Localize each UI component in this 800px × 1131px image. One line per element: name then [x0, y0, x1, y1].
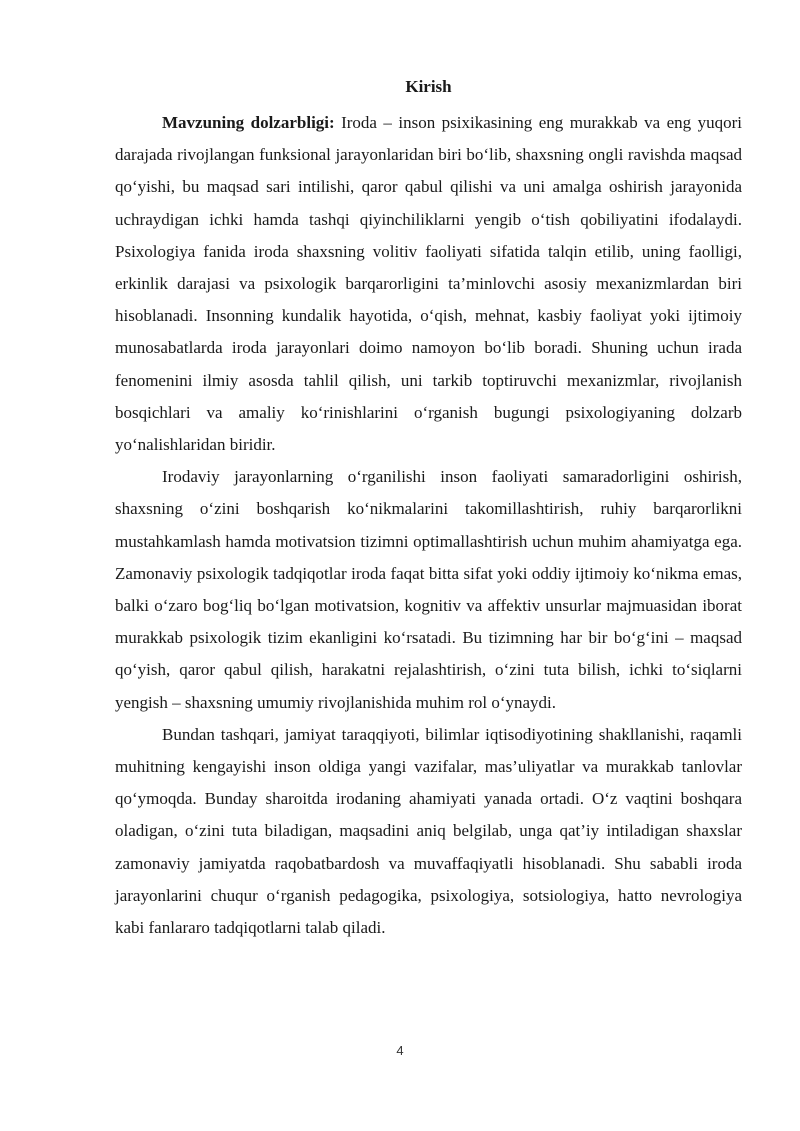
page-number: 4	[396, 1043, 404, 1058]
paragraph-1	[115, 107, 742, 461]
paragraph-2-text: Irodaviy jarayonlarning o‘rganilishi inson faoliyati samaradorligini oshirish, shaxsning o‘zini boshqarish ko‘nikmalarini takomillashtirish, ruhiy barqarorlikni mustahkamlash hamda motivatsion tizimni optimallashtirish uchun muhim ahamiyatga ega. Zamonaviy psixologik tadqiqotlar iroda faqat bitta sifat yoki oddiy ijtimoiy ko‘nikma emas, balki o‘zaro bog‘liq bo‘lgan motivatsion, kognitiv va affektiv unsurlar majmuasidan iborat murakkab psixologik tizim ekanligini ko‘rsatadi. Bu tizimning har bir bo‘g‘ini – maqsad qo‘yish, qaror qabul qilish, harakatni rejalashtirish, o‘zini tuta bilish, ichki to‘siqlarni yengish – shaxsning umumiy rivojlanishida muhim rol o‘ynaydi.	[115, 467, 742, 712]
paragraph-3	[115, 719, 742, 944]
page-content	[115, 76, 742, 944]
paragraph-1-text: Iroda – inson psixikasining eng murakkab va eng yuqori darajada rivojlangan funksional jarayonlaridan biri bo‘lib, shaxsning ongli ravishda maqsad qo‘yishi, bu maqsad sari intilishi, qaror qabul qilishi va uni amalga oshirish jarayonida uchraydigan ichki hamda tashqi qiyinchiliklarni yengib o‘tish qobiliyatini ifodalaydi. Psixologiya fanida iroda shaxsning volitiv faoliyati sifatida talqin etilib, uning faolligi, erkinlik darajasi va psixologik barqarorligini ta’minlovchi asosiy mexanizmlardan biri hisoblanadi. Insonning kundalik hayotida, o‘qish, mehnat, kasbiy faoliyat yoki ijtimoiy munosabatlarda iroda jarayonlari doimo namoyon bo‘lib boradi. Shuning uchun irada fenomenini ilmiy asosda tahlil qilish, uni tarkib toptiruvchi mexanizmlar, rivojlanish bosqichlari va amaliy ko‘rinishlarini o‘rganish bugungi psixologiyaning dolzarb yo‘nalishlaridan biridir.	[115, 113, 742, 455]
paragraph-lead-label: Mavzuning dolzarbligi:	[162, 113, 335, 132]
paragraph-2	[115, 461, 742, 719]
section-title: Kirish	[405, 77, 452, 96]
paragraph-3-text: Bundan tashqari, jamiyat taraqqiyoti, bilimlar iqtisodiyotining shakllanishi, raqamli muhitning kengayishi inson oldiga yangi vazifalar, mas’uliyatlar va murakkab tanlovlar qo‘ymoqda. Bunday sharoitda irodaning ahamiyati yanada ortadi. O‘z vaqtini boshqara oladigan, o‘zini tuta biladigan, maqsadini aniq belgilab, unga qat’iy intiladigan shaxslar zamonaviy jamiyatda raqobatbardosh va muvaffaqiyatli hisoblanadi. Shu sababli iroda jarayonlarini chuqur o‘rganish pedagogika, psixologiya, sotsiologiya, hatto nevrologiya kabi fanlararo tadqiqotlarni talab qiladi.	[115, 724, 742, 938]
